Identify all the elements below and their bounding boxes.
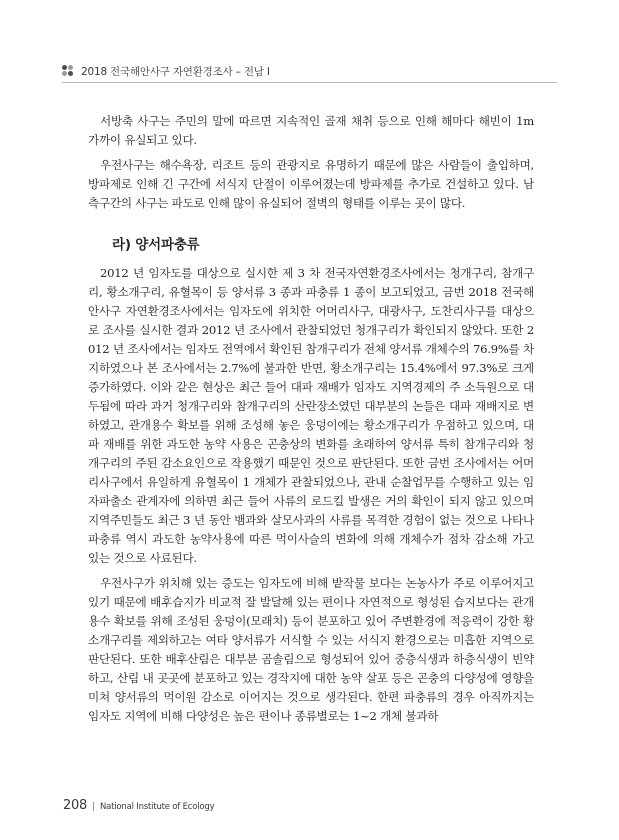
page-footer xyxy=(63,798,214,813)
running-header xyxy=(62,63,557,79)
footer-organization: National Institute of Ecology xyxy=(99,802,215,812)
paragraph-seobangchuk: 서방축 사구는 주민의 말에 따르면 지속적인 골재 채취 등으로 인해 해마다 해빈이 1m 가까이 유실되고 있다. xyxy=(88,114,534,147)
page-body xyxy=(88,112,534,726)
paragraph-imjado-survey: 2012 년 임자도를 대상으로 실시한 제 3 차 전국자연환경조사에서는 청개구리, 참개구리, 황소개구리, 유혈목이 등 양서류 3 종과 파충류 1 종이 보고되었고, 금번 2018 전국해안사구 자연환경조사에서는 임자도에 위치한 어머리사구, 대광사구, 도찬리사구를 대상으로 조사를 실시한 결과 2012 년 조사에서 관찰되었던 청개구리가 확인되지 않았다. 또한 2012 년 조사에서는 임자도 전역에서 확인된 참개구리가 전체 양서류 개체수의 76.9%를 차지하였으나 본 조사에서는 2.7%에 불과한 반면, 황소개구리는 15.4%에서 97.3%로 크게 증가하였다. 이와 같은 현상은 최근 들어 대파 재배가 임자도 지역경제의 주 소득원으로 대두됨에 따라 과거 청개구리와 참개구리의 산란장소였던 대부분의 논들은 대파 재배지로 변하였고, 관개용수 확보를 위해 조성해 놓은 웅덩이에는 황소개구리가 우점하고 있으며, 대파 재배를 위한 과도한 농약 사용은 곤충상의 변화를 초래하여 양서류 특히 참개구리와 청개구리의 주된 감소요인으로 작용했기 때문인 것으로 판단된다. 또한 금번 조사에서는 어머리사구에서 유일하게 유혈목이 1 개체가 관찰되었으나, 관내 순찰업무를 수행하고 있는 임자파출소 관계자에 의하면 최근 들어 사류의 로드킬 발생은 거의 확인이 되지 않고 있으며 지역주민들도 최근 3 년 동안 뱀과와 살모사과의 사류를 목격한 경험이 없는 것으로 나타나 파충류 역시 과도한 농약사용에 따른 먹이사슬의 변화에 의해 개체수가 점차 감소해 가고 있는 것으로 사료된다. xyxy=(88,266,534,565)
header-divider xyxy=(62,82,557,83)
header-title: 2018 전국해안사구 자연환경조사 – 전남 I xyxy=(81,65,270,78)
section-heading-amphibians-reptiles: 라) 양서파충류 xyxy=(112,237,200,253)
footer-separator: | xyxy=(91,802,95,812)
page-number: 208 xyxy=(63,798,87,813)
paragraph-jeungdo: 우전사구가 위치해 있는 증도는 임자도에 비해 밭작물 보다는 논농사가 주로 이루어지고 있기 때문에 배후습지가 비교적 잘 발달해 있는 편이나 자연적으로 형성된 습지보다는 관개용수 확보를 위해 조성된 웅덩이(모래치) 등이 분포하고 있어 주변환경에 적응력이 강한 황소개구리를 제외하고는 여타 양서류가 서식할 수 있는 서식지 환경으로는 미흡한 지역으로 판단된다. 또한 배후산림은 대부분 곰솔림으로 형성되어 있어 중층식생과 하층식생이 빈약하고, 산림 내 곳곳에 분포하고 있는 경작지에 대한 농약 살포 등은 곤충의 다양성에 영향을 미쳐 양서류의 먹이원 감소로 이어지는 것으로 생각된다. 한편 파충류의 경우 아직까지는 임자도 지역에 비해 다양성은 높은 편이나 종류별로는 1~2 개체 불과하 xyxy=(88,576,534,723)
paragraph-ujeon: 우전사구는 해수욕장, 리조트 등의 관광지로 유명하기 때문에 많은 사람들이 출입하며, 방파제로 인해 긴 구간에 서식지 단절이 이루어졌는데 방파제를 추가로 건설하고 있다. 남측구간의 사구는 파도로 인해 많이 유실되어 절벽의 형태를 이루는 곳이 많다. xyxy=(88,158,534,210)
header-dots-icon xyxy=(62,65,75,77)
